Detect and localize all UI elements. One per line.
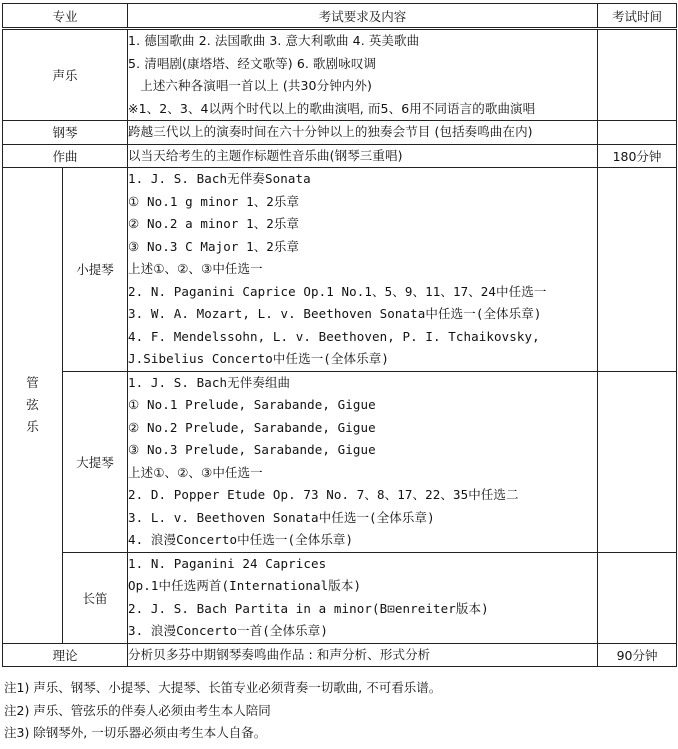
violin-line: 2. N. Paganini Caprice Op.1 No.1、5、9、11、17、24中任选一 [128, 283, 547, 299]
composition-content [128, 144, 598, 168]
exam-requirements-table [2, 3, 677, 667]
footnote: 注1) 声乐、钢琴、小提琴、大提琴、长笛专业必须背奏一切歌曲, 不可看乐谱。 [4, 680, 442, 695]
violin-line: 3. W. A. Mozart, L. v. Beethoven Sonata中任选一(全体乐章) [128, 306, 542, 321]
violin-line: J.Sibelius Concerto中任选一(全体乐章) [128, 351, 389, 366]
orchestral-label-char: 弦 [26, 397, 39, 413]
footnotes [4, 677, 674, 745]
flute-time [598, 552, 677, 643]
flute-line: 1. N. Paganini 24 Caprices [128, 555, 327, 571]
theory-line: 分析贝多芬中期钢琴奏鸣曲作品 : 和声分析、形式分析 [128, 646, 431, 662]
cello-line: ② No.2 Prelude, Sarabande, Gigue [128, 419, 376, 435]
violin-line: 1. J. S. Bach无伴奏Sonata [128, 171, 311, 186]
cello-line: ① No.1 Prelude, Sarabande, Gigue [128, 397, 376, 412]
row-cello [3, 371, 677, 552]
header-content: 考试要求及内容 [128, 4, 598, 29]
flute-line: 3. 浪漫Concerto一首(全体乐章) [128, 623, 328, 638]
cello-line: ③ No.3 Prelude, Sarabande, Gigue [128, 442, 376, 457]
header-time: 考试时间 [598, 4, 677, 29]
vocal-content [128, 29, 598, 121]
row-violin [3, 168, 677, 372]
header-major: 专业 [3, 4, 128, 29]
cello-line: 2. D. Popper Etude Op. 73 No. 7、8、17、22、35中任选二 [128, 487, 519, 502]
violin-content [128, 168, 598, 372]
violin-line: 上述①、②、③中任选一 [128, 261, 263, 276]
cello-label: 大提琴 [63, 371, 128, 552]
cello-line: 1. J. S. Bach无伴奏组曲 [128, 374, 291, 390]
violin-line: ③ No.3 C Major 1、2乐章 [128, 238, 300, 254]
piano-time [598, 121, 677, 145]
flute-line: 2. J. S. Bach Partita in a minor(B⊡enreiter版本) [128, 600, 489, 616]
row-composition [3, 144, 677, 168]
orchestral-label [3, 168, 63, 644]
vocal-line: ※1、2、3、4以两个时代以上的歌曲演唱, 而5、6用不同语言的歌曲演唱 [128, 100, 536, 116]
vocal-line: 1. 德国歌曲 2. 法国歌曲 3. 意大利歌曲 4. 英美歌曲 [128, 33, 420, 48]
row-piano [3, 121, 677, 145]
flute-line: Op.1中任选两首(International版本) [128, 578, 362, 593]
vocal-line: 5. 清唱剧(康塔塔、经文歌等) 6. 歌剧咏叹调 [128, 55, 377, 71]
cello-line: 3. L. v. Beethoven Sonata中任选一(全体乐章) [128, 509, 435, 525]
orchestral-label-char: 管 [26, 375, 39, 391]
cello-content [128, 371, 598, 552]
row-flute [3, 552, 677, 643]
flute-content [128, 552, 598, 643]
vocal-time [598, 29, 677, 121]
row-theory [3, 643, 677, 667]
flute-label: 长笛 [63, 552, 128, 643]
theory-label: 理论 [3, 643, 128, 667]
footnote: 注3) 除钢琴外, 一切乐器必须由考生本人自备。 [4, 725, 267, 740]
piano-label: 钢琴 [3, 121, 128, 145]
theory-content [128, 643, 598, 667]
violin-line: 4. F. Mendelssohn, L. v. Beethoven, P. I. Tchaikovsky, [128, 328, 540, 344]
footnote: 注2) 声乐、管弦乐的伴奏人必须由考生本人陪同 [4, 702, 271, 718]
cello-line: 上述①、②、③中任选一 [128, 464, 263, 480]
vocal-label: 声乐 [3, 29, 128, 121]
violin-label: 小提琴 [63, 168, 128, 372]
cello-line: 4. 浪漫Concerto中任选一(全体乐章) [128, 532, 354, 547]
piano-line: 跨越三代以上的演奏时间在六十分钟以上的独奏会节目 (包括奏鸣曲在内) [128, 124, 533, 139]
row-vocal [3, 29, 677, 121]
vocal-line: 上述六种各演唱一首以上 (共30分钟内外) [128, 78, 372, 93]
orchestral-label-char: 乐 [26, 419, 39, 435]
composition-label: 作曲 [3, 144, 128, 168]
violin-line: ① No.1 g minor 1、2乐章 [128, 193, 300, 209]
violin-time [598, 168, 677, 372]
cello-time [598, 371, 677, 552]
composition-line: 以当天给考生的主题作标题性音乐曲(钢琴三重唱) [128, 147, 403, 163]
table-header-row [3, 4, 677, 29]
theory-time: 90分钟 [598, 643, 677, 667]
piano-content [128, 121, 598, 145]
composition-time: 180分钟 [598, 144, 677, 168]
violin-line: ② No.2 a minor 1、2乐章 [128, 216, 300, 231]
